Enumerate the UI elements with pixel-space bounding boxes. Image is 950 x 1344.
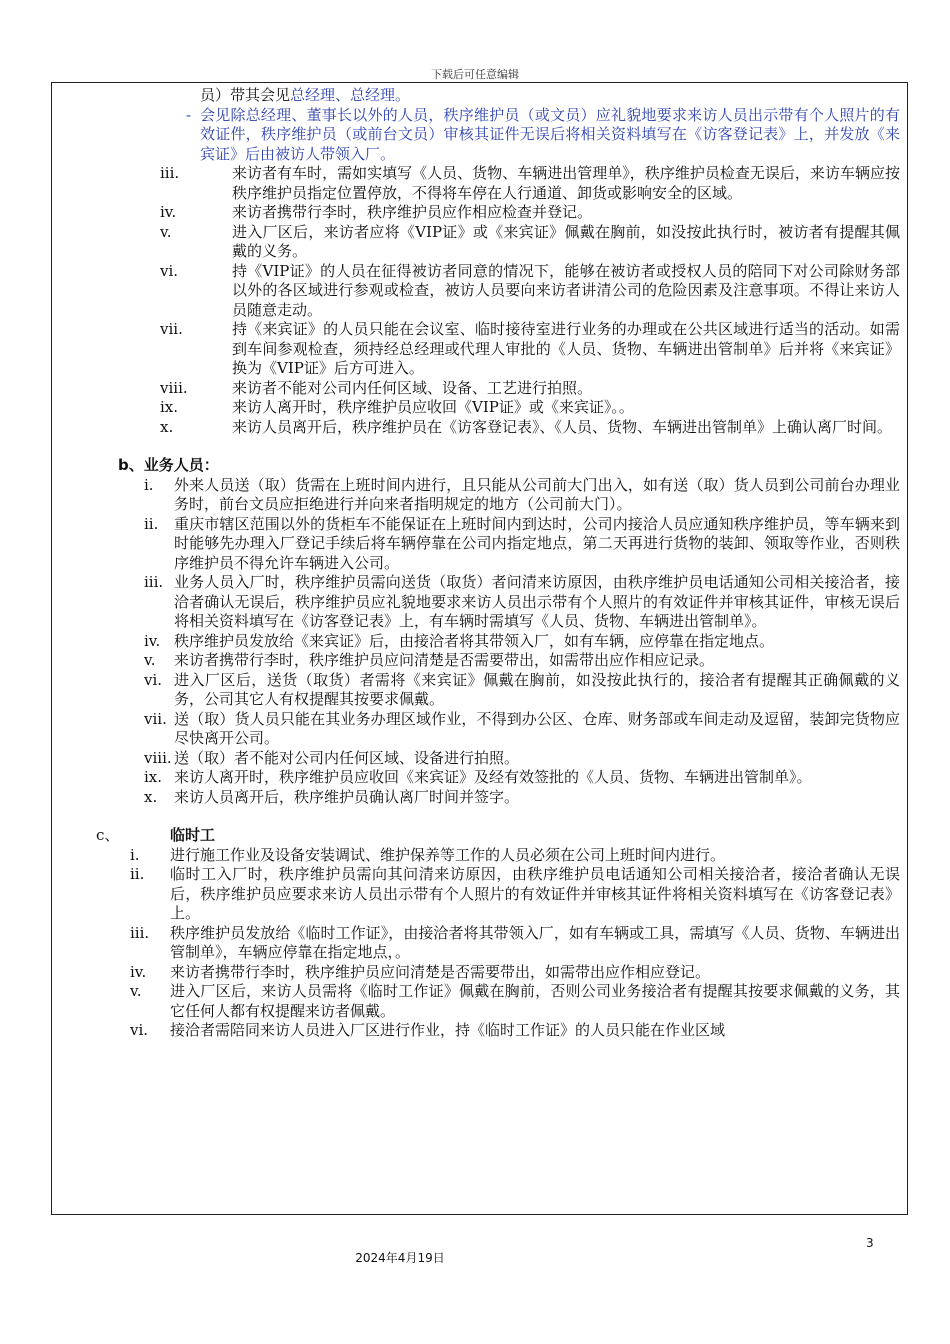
list-item (60, 573, 900, 632)
list-item-number: ix. (144, 768, 163, 786)
list-item-number: iii. (130, 923, 150, 942)
list-item-number: ii. (130, 865, 145, 883)
list-item-text: 秩序维护员发放给《来宾证》后，由接洽者将其带领入厂，如有车辆，应停靠在指定地点。 (174, 631, 775, 650)
list-item (60, 632, 900, 652)
list-item (60, 710, 900, 749)
dash-marker: - (186, 105, 192, 124)
list-item-text: 来访人离开时，秩序维护员应收回《来宾证》及经有效签批的《人员、货物、车辆进出管制单》。 (174, 768, 812, 786)
list-item-text: 来访者不能对公司内任何区域、设备、工艺进行拍照。 (232, 378, 593, 397)
list-item (60, 788, 900, 808)
list-item-number: vi. (160, 261, 179, 280)
list-item-text: 临时工入厂时，秩序维护员需向其问清来访原因，由秩序维护员电话通知公司相关接洽者，接洽者确认无误后，秩序维护员应要求来访人员出示带有个人照片的有效证件并审核其证件将相关资料填写在《访客登记表》上。 (170, 865, 900, 922)
list-item (60, 865, 900, 924)
list-item-text: 来访者携带行李时，秩序维护员应问清楚是否需要带出，如需带出应作相应登记。 (170, 962, 711, 981)
list-item-number: iv. (160, 203, 177, 221)
list-item-text: 来访者携带行李时，秩序维护员应作相应检查并登记。 (232, 203, 593, 221)
list-item-number: iv. (130, 962, 147, 981)
continuation-text: 员）带其会见 (200, 86, 291, 104)
list-item (60, 379, 900, 399)
list-item (60, 1021, 900, 1041)
list-item (60, 846, 900, 866)
list-item-text: 持《来宾证》的人员只能在会议室、临时接待室进行业务的办理或在公共区域进行适当的活动。如需到车间参观检查，须持经总经理或代理人审批的《人员、货物、车辆进出管制单》后并将《来宾证》换为《VIP证》后方可进入。 (232, 320, 900, 377)
list-item (60, 924, 900, 963)
list-item (60, 515, 900, 574)
section-c-list (60, 846, 900, 1041)
list-item (60, 262, 900, 321)
list-item-number: viii. (160, 378, 188, 397)
list-item-text: 外来人员送（取）货需在上班时间内进行，且只能从公司前大门出入，如有送（取）货人员到公司前台办理业务时，前台文员应拒绝进行并向来者指明规定的地方（公司前大门）。 (174, 475, 900, 513)
list-item-number: i. (130, 845, 140, 864)
list-item-number: ii. (144, 514, 159, 533)
list-item (60, 418, 900, 438)
section-c-title: 临时工 (170, 826, 216, 844)
list-item-number: v. (130, 982, 142, 1000)
list-item (60, 320, 900, 379)
section-a-list (60, 164, 900, 437)
footer-date: 2024年4月19日 (355, 1251, 445, 1265)
list-item-text: 重庆市辖区范围以外的货柜车不能保证在上班时间内到达时，公司内接洽人员应通知秩序维护员，等车辆来到时能够先办理入厂登记手续后将车辆停靠在公司内指定地点，第二天再进行货物的装卸、领取等作业，否则秩序维护员不得允许车辆进入公司。 (174, 514, 900, 572)
list-item (60, 749, 900, 769)
list-item-text: 来访人员离开后，秩序维护员在《访客登记表》、《人员、货物、车辆进出管制单》上确认离厂时间。 (232, 417, 893, 436)
section-c-heading (60, 826, 900, 846)
list-item-text: 送（取）货人员只能在其业务办理区域作业，不得到办公区、仓库、财务部或车间走动及逗留，装卸完货物应尽快离开公司。 (174, 709, 900, 747)
continuation-blue-text: 总经理、总经理。 (290, 86, 411, 104)
list-item-text: 来访人离开时，秩序维护员应收回《VIP证》或《来宾证》。。 (232, 398, 634, 416)
list-item-number: iii. (144, 573, 164, 591)
list-item-text: 持《VIP证》的人员在征得被访者同意的情况下，能够在被访者或授权人员的陪同下对公司除财务部以外的各区域进行参观或检查，被访人员要向来访者讲清公司的危险因素及注意事项。不得让来访人员随意走动。 (232, 261, 900, 319)
list-item-text: 送（取）者不能对公司内任何区域、设备进行拍照。 (174, 748, 520, 767)
list-item (60, 982, 900, 1021)
list-item (60, 203, 900, 223)
list-item (60, 671, 900, 710)
list-item-number: vi. (144, 670, 163, 689)
list-item-number: v. (160, 222, 172, 241)
list-item-number: v. (144, 651, 156, 669)
list-item (60, 223, 900, 262)
page-number: 3 (866, 1236, 874, 1250)
list-item (60, 963, 900, 983)
list-item (60, 651, 900, 671)
dash-item-text: 会见除总经理、董事长以外的人员，秩序维护员（或文员）应礼貌地要求来访人员出示带有个人照片的有效证件，秩序维护员（或前台文员）审核其证件无误后将相关资料填写在《访客登记表》上，并发放《来宾证》后由被访人带领入厂。 (200, 105, 900, 163)
document-body (60, 86, 900, 1041)
list-item-number: vii. (144, 709, 167, 728)
list-item-number: vi. (130, 1021, 149, 1039)
list-item-number: i. (144, 475, 154, 494)
list-item (60, 476, 900, 515)
list-item-number: x. (160, 417, 174, 436)
list-item-number: vii. (160, 320, 183, 338)
list-item-text: 接洽者需陪同来访人员进入厂区进行作业，持《临时工作证》的人员只能在作业区域 (170, 1021, 726, 1039)
list-item-number: iii. (160, 164, 180, 182)
list-item (60, 398, 900, 418)
list-item-text: 进行施工作业及设备安装调试、维护保养等工作的人员必须在公司上班时间内进行。 (170, 845, 726, 864)
dash-item (60, 106, 900, 165)
list-item-number: ix. (160, 398, 179, 416)
list-item-number: iv. (144, 631, 161, 650)
list-item-number: viii. (144, 748, 172, 767)
list-item-text: 来访者携带行李时，秩序维护员应问清楚是否需要带出，如需带出应作相应记录。 (174, 651, 715, 669)
list-item-text: 来访人员离开后，秩序维护员确认离厂时间并签字。 (174, 787, 520, 806)
section-b-list (60, 476, 900, 808)
section-a-continuation (60, 86, 900, 106)
list-item-text: 进入厂区后，来访者应将《VIP证》或《来宾证》佩戴在胸前，如没按此执行时，被访者有提醒其佩戴的义务。 (232, 222, 900, 260)
list-item-text: 进入厂区后，来访人员需将《临时工作证》佩戴在胸前，否则公司业务接洽者有提醒其按要求佩戴的义务，其它任何人都有权提醒来访者佩戴。 (170, 982, 900, 1020)
list-item-text: 秩序维护员发放给《临时工作证》，由接洽者将其带领入厂，如有车辆或工具，需填写《人员、货物、车辆进出管制单》，车辆应停靠在指定地点，。 (170, 923, 900, 961)
header-note: 下载后可任意编辑 (431, 68, 519, 81)
section-b-heading: b、业务人员： (118, 456, 219, 474)
list-item-text: 来访者有车时，需如实填写《人员、货物、车辆进出管理单》，秩序维护员检查无误后，来访车辆应按秩序维护员指定位置停放，不得将车停在人行通道、卸货或影响安全的区域。 (232, 164, 900, 202)
list-item-number: x. (144, 787, 158, 806)
list-item (60, 164, 900, 203)
list-item-text: 进入厂区后，送货（取货）者需将《来宾证》佩戴在胸前，如没按此执行的，接洽者有提醒其正确佩戴的义务，公司其它人有权提醒其按要求佩戴。 (174, 670, 900, 708)
section-c-label: c、 (96, 826, 120, 844)
list-item (60, 768, 900, 788)
list-item-text: 业务人员入厂时，秩序维护员需向送货（取货）者问清来访原因，由秩序维护员电话通知公司相关接洽者，接洽者确认无误后，秩序维护员应礼貌地要求来访人员出示带有个人照片的有效证件并审核其证件，审核无误后将相关资料填写在《访客登记表》上，有车辆时需填写《人员、货物、车辆进出管制单》。 (174, 573, 900, 630)
